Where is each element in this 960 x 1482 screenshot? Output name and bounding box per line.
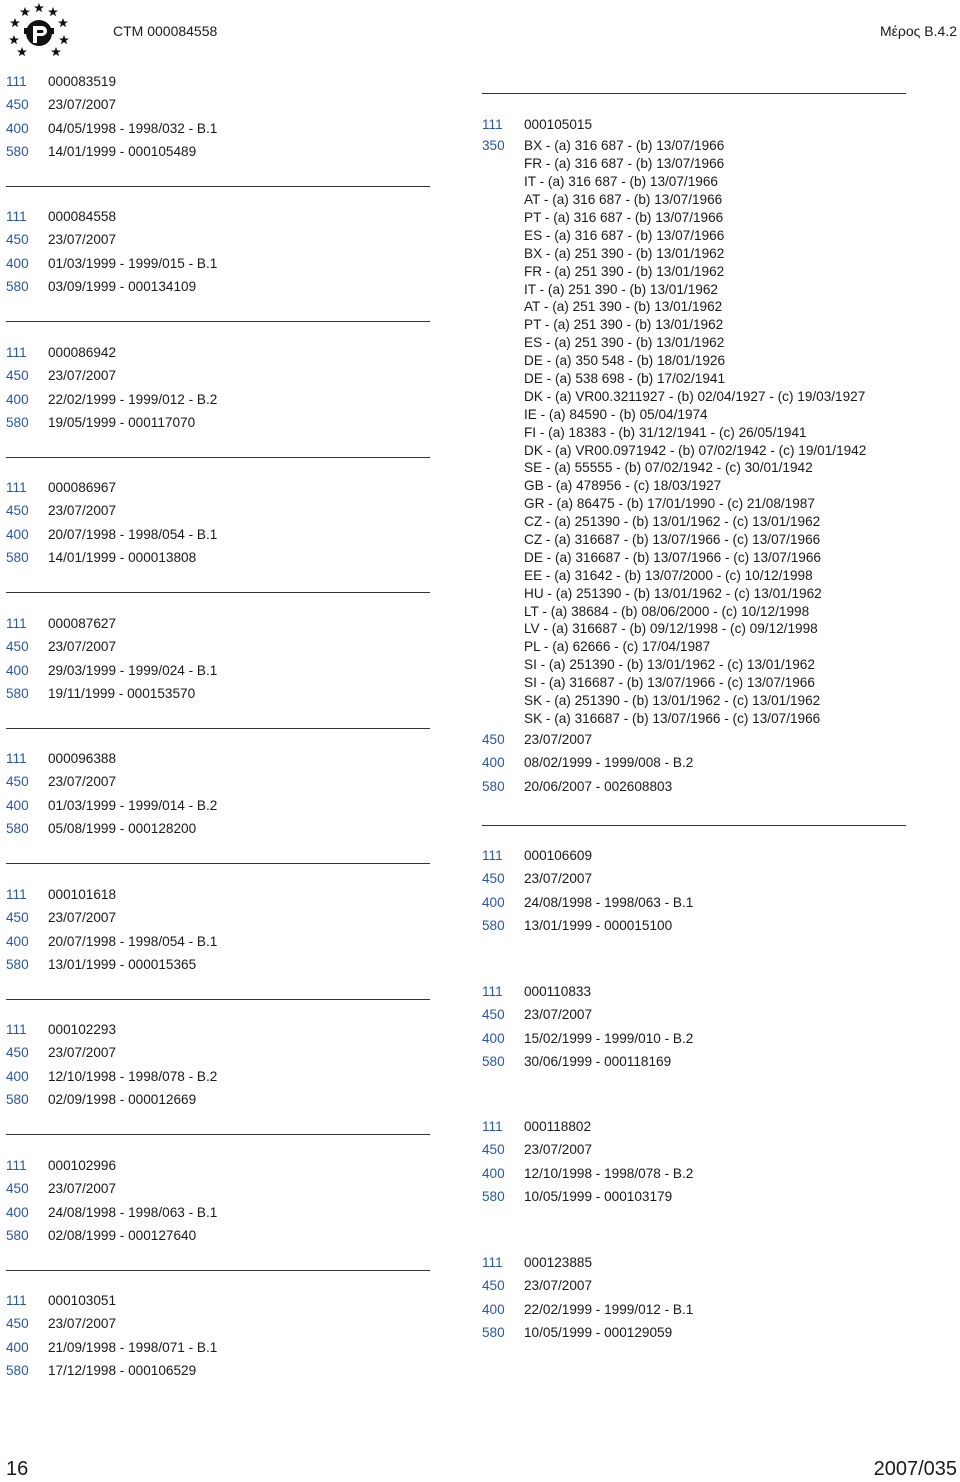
separator-line (6, 999, 430, 1000)
field-row (482, 891, 906, 914)
field-row (6, 770, 430, 793)
field-code: 580 (6, 550, 29, 566)
field-code: 450 (6, 639, 29, 655)
trademark-entry (6, 1154, 430, 1248)
field-row (482, 751, 906, 774)
field-value: 23/07/2007 (48, 1316, 117, 1332)
seniority-line: EE - (a) 31642 - (b) 13/07/2000 - (c) 10/12/1998 (524, 567, 813, 583)
field-code: 450 (6, 774, 29, 790)
field-value: 19/11/1999 - 000153570 (48, 686, 196, 702)
separator-line (482, 93, 906, 94)
field-value: 000123885 (524, 1255, 593, 1270)
field-value: 000096388 (48, 751, 117, 766)
seniority-line: PT - (a) 251 390 - (b) 13/01/1962 (524, 317, 724, 333)
field-row (482, 914, 906, 937)
field-row (6, 228, 430, 251)
field-value: 23/07/2007 (48, 368, 117, 384)
field-code: 111 (6, 616, 27, 631)
field-code: 400 (6, 1068, 29, 1084)
trademark-entry (482, 980, 906, 1074)
field-row (6, 1041, 430, 1064)
field-row (6, 252, 430, 275)
field-value: 24/08/1998 - 1998/063 - B.1 (48, 1204, 218, 1220)
separator-line (6, 321, 430, 322)
field-row (482, 1251, 906, 1274)
field-value: 000105015 (524, 117, 593, 132)
field-code: 580 (482, 918, 505, 934)
field-row (6, 883, 430, 906)
field-value: 03/09/1999 - 000134109 (48, 279, 197, 295)
field-value: 000101618 (48, 887, 117, 902)
separator-line (6, 1270, 430, 1271)
field-row (6, 906, 430, 929)
field-row (6, 953, 430, 976)
field-value: 23/07/2007 (48, 1181, 117, 1197)
field-value: 13/01/1999 - 000015365 (48, 957, 197, 973)
field-row (6, 93, 430, 116)
field-row (6, 1154, 430, 1177)
field-row (6, 747, 430, 770)
field-value: 000087627 (48, 616, 117, 631)
field-value: 30/06/1999 - 000118169 (524, 1054, 672, 1070)
field-row (6, 205, 430, 228)
field-code: 400 (482, 894, 505, 910)
field-row (482, 1115, 906, 1138)
page-number: 16 (6, 1458, 29, 1480)
seniority-line: SE - (a) 55555 - (b) 07/02/1942 - (c) 30/01/1942 (524, 460, 813, 476)
field-code: 111 (6, 480, 27, 495)
field-value: 22/02/1999 - 1999/012 - B.2 (48, 391, 218, 407)
field-code: 111 (482, 984, 503, 999)
field-code: 580 (6, 821, 29, 837)
seniority-line: DE - (a) 316687 - (b) 13/07/1966 - (c) 13/07/1966 (524, 549, 821, 565)
field-code: 400 (6, 1204, 29, 1220)
field-value: 23/07/2007 (48, 639, 117, 655)
trademark-entry (6, 612, 430, 706)
field-row (6, 612, 430, 635)
field-value: 15/02/1999 - 1999/010 - B.2 (524, 1030, 694, 1046)
field-value: 23/07/2007 (48, 503, 117, 519)
field-code: 450 (482, 731, 505, 747)
field-value: 14/01/1999 - 000105489 (48, 144, 197, 160)
field-code: 450 (6, 97, 29, 113)
field-code: 400 (6, 797, 29, 813)
seniority-line: CZ - (a) 251390 - (b) 13/01/1962 - (c) 13/01/1962 (524, 514, 821, 530)
field-value: 000103051 (48, 1293, 117, 1308)
field-row (482, 980, 906, 1003)
trademark-entry (6, 341, 430, 435)
field-code: 580 (482, 1189, 505, 1205)
field-value: 02/08/1999 - 000127640 (48, 1228, 197, 1244)
field-value: 23/07/2007 (524, 1007, 593, 1023)
field-code: 580 (6, 279, 29, 295)
field-code: 580 (6, 1228, 29, 1244)
field-row (6, 1312, 430, 1335)
field-value: 24/08/1998 - 1998/063 - B.1 (524, 894, 694, 910)
field-code: 111 (482, 1119, 503, 1134)
seniority-line: SI - (a) 251390 - (b) 13/01/1962 - (c) 13/01/1962 (524, 657, 815, 673)
seniority-line: ES - (a) 316 687 - (b) 13/07/1966 (524, 227, 725, 243)
field-row (482, 1274, 906, 1297)
field-row (6, 930, 430, 953)
trademark-entry (6, 883, 430, 977)
field-value: 000110833 (524, 984, 592, 999)
seniority-line: DK - (a) VR00.3211927 - (b) 02/04/1927 - (c) 19/03/1927 (524, 388, 866, 404)
field-code: 111 (6, 209, 27, 224)
ohim-logo (6, 2, 72, 60)
separator-line (6, 863, 430, 864)
field-code: 400 (6, 526, 29, 542)
field-code: 450 (482, 1278, 505, 1294)
field-row (6, 682, 430, 705)
field-row (482, 867, 906, 890)
trademark-entry (6, 1289, 430, 1383)
field-value: 20/07/1998 - 1998/054 - B.1 (48, 933, 218, 949)
field-code: 580 (6, 957, 29, 973)
field-code: 400 (6, 933, 29, 949)
field-row (6, 817, 430, 840)
seniority-line: IT - (a) 251 390 - (b) 13/01/1962 (524, 281, 718, 297)
seniority-line: CZ - (a) 316687 - (b) 13/07/1966 - (c) 13/07/1966 (524, 531, 821, 547)
field-value: 000083519 (48, 74, 117, 89)
field-code: 111 (482, 848, 503, 863)
field-row (482, 1003, 906, 1026)
trademark-entry (482, 1251, 906, 1345)
field-code: 450 (6, 368, 29, 384)
separator-line (6, 728, 430, 729)
field-code: 580 (482, 1054, 505, 1070)
field-value: 23/07/2007 (48, 1045, 117, 1061)
document-title: CTM 000084558 (113, 23, 218, 39)
field-code: 111 (6, 751, 27, 766)
seniority-line: GR - (a) 86475 - (b) 17/01/1990 - (c) 21/08/1987 (524, 496, 815, 512)
field-code: 400 (6, 1339, 29, 1355)
seniority-line: BX - (a) 251 390 - (b) 13/01/1962 (524, 245, 725, 261)
field-row (482, 1050, 906, 1073)
seniority-line: IE - (a) 84590 - (b) 05/04/1974 (524, 406, 708, 422)
seniority-line: DE - (a) 350 548 - (b) 18/01/1926 (524, 353, 725, 369)
field-value: 23/07/2007 (48, 97, 117, 113)
field-code: 111 (6, 1158, 27, 1173)
field-row (6, 1224, 430, 1247)
field-row (482, 1027, 906, 1050)
field-row (482, 775, 906, 798)
separator-line (6, 1134, 430, 1135)
field-row (482, 728, 906, 751)
field-code: 111 (482, 1255, 503, 1270)
field-code: 111 (6, 887, 27, 902)
field-row (482, 1321, 906, 1344)
field-row (6, 1018, 430, 1041)
trademark-entry (6, 747, 430, 841)
trademark-entry (6, 1018, 430, 1112)
field-row (482, 1138, 906, 1161)
field-row (6, 476, 430, 499)
seniority-line: DK - (a) VR00.0971942 - (b) 07/02/1942 - (c) 19/01/1942 (524, 442, 867, 458)
seniority-line: SK - (a) 316687 - (b) 13/07/1966 - (c) 13/07/1966 (524, 710, 821, 726)
field-code: 350 (482, 138, 505, 154)
field-row (6, 794, 430, 817)
field-value: 01/03/1999 - 1999/014 - B.2 (48, 797, 218, 813)
field-value: 14/01/1999 - 000013808 (48, 550, 197, 566)
trademark-entry (6, 205, 430, 299)
field-value: 20/06/2007 - 002608803 (524, 778, 673, 794)
trademark-entry (482, 1115, 906, 1209)
field-code: 580 (482, 778, 505, 794)
field-row (6, 499, 430, 522)
field-code: 580 (6, 1092, 29, 1108)
seniority-line: AT - (a) 316 687 - (b) 13/07/1966 (524, 192, 723, 208)
field-code: 400 (6, 391, 29, 407)
field-row (6, 546, 430, 569)
field-code: 400 (482, 1165, 505, 1181)
trademark-entry (6, 476, 430, 570)
field-row (6, 659, 430, 682)
seniority-line: FI - (a) 18383 - (b) 31/12/1941 - (c) 26/05/1941 (524, 424, 807, 440)
field-row (482, 1185, 906, 1208)
field-row (482, 1298, 906, 1321)
field-row (6, 388, 430, 411)
field-value: 17/12/1998 - 000106529 (48, 1363, 197, 1379)
field-row (6, 411, 430, 434)
field-code: 400 (482, 755, 505, 771)
field-row (6, 364, 430, 387)
field-value: 000086967 (48, 480, 117, 495)
trademark-entry (6, 70, 430, 164)
field-code: 111 (6, 1022, 27, 1037)
field-code: 450 (6, 1316, 29, 1332)
field-value: 000086942 (48, 345, 117, 360)
field-value: 23/07/2007 (48, 774, 117, 790)
seniority-line: SK - (a) 251390 - (b) 13/01/1962 - (c) 13/01/1962 (524, 693, 821, 708)
field-code: 450 (6, 503, 29, 519)
section-part: Μέρος Β.4.2 (880, 23, 957, 39)
field-value: 000118802 (524, 1119, 592, 1134)
field-value: 13/01/1999 - 000015100 (524, 918, 673, 934)
field-row (6, 1177, 430, 1200)
field-row (482, 1162, 906, 1185)
field-code: 111 (6, 74, 27, 89)
field-value: 20/07/1998 - 1998/054 - B.1 (48, 526, 218, 542)
field-value: 21/09/1998 - 1998/071 - B.1 (48, 1339, 218, 1355)
field-value: 23/07/2007 (524, 1142, 593, 1158)
field-row (6, 275, 430, 298)
field-value: 29/03/1999 - 1999/024 - B.1 (48, 662, 218, 678)
seniority-line: FR - (a) 251 390 - (b) 13/01/1962 (524, 263, 725, 279)
seniority-line: LV - (a) 316687 - (b) 09/12/1998 - (c) 09/12/1998 (524, 621, 818, 637)
field-code: 450 (6, 1045, 29, 1061)
field-code: 450 (6, 232, 29, 248)
field-code: 111 (482, 117, 503, 132)
seniority-line: BX - (a) 316 687 - (b) 13/07/1966 (524, 138, 725, 154)
field-row (6, 341, 430, 364)
field-value: 23/07/2007 (524, 731, 593, 747)
field-row (6, 70, 430, 93)
separator-line (482, 825, 906, 826)
seniority-line: ES - (a) 251 390 - (b) 13/01/1962 (524, 335, 725, 351)
separator-line (6, 592, 430, 593)
field-code: 400 (6, 662, 29, 678)
field-value: 10/05/1999 - 000103179 (524, 1189, 673, 1205)
field-value: 08/02/1999 - 1999/008 - B.2 (524, 755, 694, 771)
field-code: 580 (6, 415, 29, 431)
field-row (6, 635, 430, 658)
trademark-entry (482, 844, 906, 938)
field-code: 400 (6, 255, 29, 271)
field-value: 23/07/2007 (48, 232, 117, 248)
field-row (6, 1201, 430, 1224)
field-code: 111 (6, 345, 27, 360)
separator-line (6, 457, 430, 458)
field-value: 12/10/1998 - 1998/078 - B.2 (524, 1165, 694, 1181)
seniority-claims (482, 137, 906, 727)
seniority-line: SI - (a) 316687 - (b) 13/07/1966 - (c) 13/07/1966 (524, 675, 815, 691)
seniority-lines (524, 137, 948, 727)
field-value: 04/05/1998 - 1998/032 - B.1 (48, 120, 218, 136)
field-value: 02/09/1998 - 000012669 (48, 1092, 197, 1108)
field-code: 400 (482, 1030, 505, 1046)
field-code: 580 (6, 144, 29, 160)
seniority-line: HU - (a) 251390 - (b) 13/01/1962 - (c) 13/01/1962 (524, 585, 822, 601)
field-code: 450 (6, 910, 29, 926)
trademark-entry (482, 113, 906, 798)
field-value: 000102293 (48, 1022, 117, 1037)
seniority-line: GB - (a) 478956 - (c) 18/03/1927 (524, 478, 722, 494)
field-value: 19/05/1999 - 000117070 (48, 415, 196, 431)
field-code: 580 (6, 686, 29, 702)
field-row (6, 117, 430, 140)
field-value: 23/07/2007 (48, 910, 117, 926)
field-row (6, 1088, 430, 1111)
field-value: 22/02/1999 - 1999/012 - B.1 (524, 1301, 694, 1317)
field-row (482, 844, 906, 867)
field-value: 23/07/2007 (524, 1278, 593, 1294)
seniority-line: FR - (a) 316 687 - (b) 13/07/1966 (524, 156, 725, 172)
seniority-line: LT - (a) 38684 - (b) 08/06/2000 - (c) 10/12/1998 (524, 603, 810, 619)
field-row (6, 1289, 430, 1312)
field-row (6, 523, 430, 546)
field-row (6, 140, 430, 163)
field-value: 000102996 (48, 1158, 117, 1173)
seniority-line: DE - (a) 538 698 - (b) 17/02/1941 (524, 370, 725, 386)
seniority-line: IT - (a) 316 687 - (b) 13/07/1966 (524, 174, 718, 190)
field-value: 23/07/2007 (524, 871, 593, 887)
field-code: 400 (482, 1301, 505, 1317)
field-value: 10/05/1999 - 000129059 (524, 1325, 673, 1341)
field-row (6, 1065, 430, 1088)
field-code: 450 (6, 1181, 29, 1197)
field-value: 000084558 (48, 209, 117, 224)
field-code: 450 (482, 1142, 505, 1158)
field-value: 01/03/1999 - 1999/015 - B.1 (48, 255, 218, 271)
field-code: 450 (482, 871, 505, 887)
field-row (6, 1336, 430, 1359)
field-row (6, 1359, 430, 1382)
field-code: 580 (482, 1325, 505, 1341)
field-code: 111 (6, 1293, 27, 1308)
seniority-line: PT - (a) 316 687 - (b) 13/07/1966 (524, 209, 724, 225)
separator-line (6, 186, 430, 187)
issue-number: 2007/035 (873, 1458, 957, 1480)
field-row (482, 113, 906, 136)
field-code: 400 (6, 120, 29, 136)
field-code: 450 (482, 1007, 505, 1023)
field-value: 000106609 (524, 848, 593, 863)
field-value: 12/10/1998 - 1998/078 - B.2 (48, 1068, 218, 1084)
field-code: 580 (6, 1363, 29, 1379)
field-value: 05/08/1999 - 000128200 (48, 821, 197, 837)
seniority-line: AT - (a) 251 390 - (b) 13/01/1962 (524, 299, 723, 315)
seniority-line: PL - (a) 62666 - (c) 17/04/1987 (524, 639, 711, 655)
